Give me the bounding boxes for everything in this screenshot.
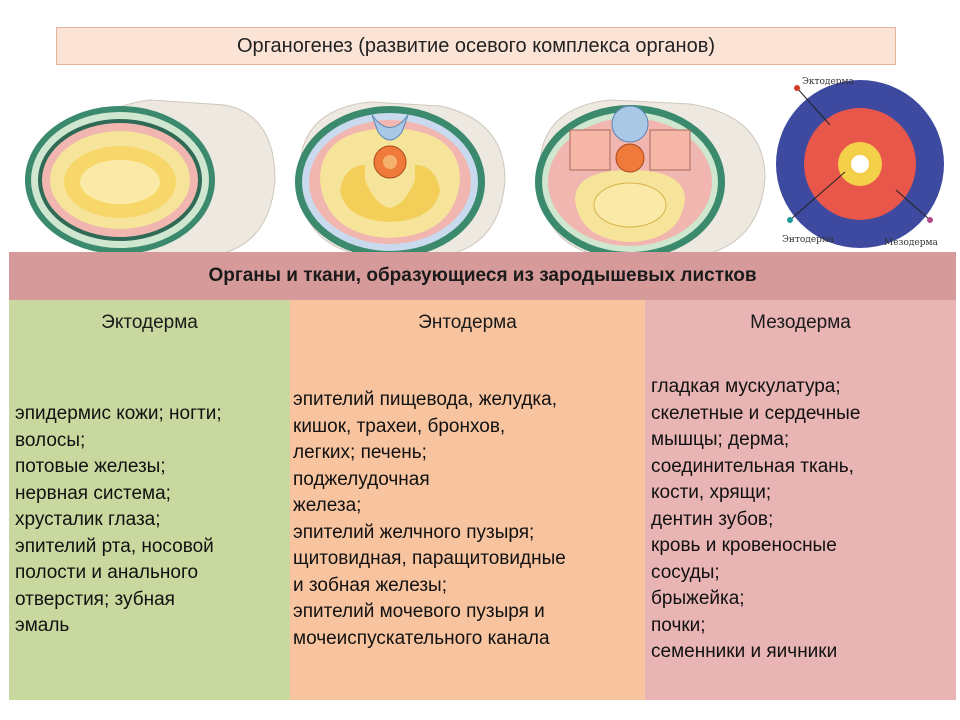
ectoderm-column: [9, 300, 290, 700]
endoderm-header: Энтодерма: [418, 312, 517, 333]
endoderm-column: [290, 300, 645, 700]
embryo-diagrams: [0, 70, 960, 260]
page-title: Органогенез (развитие осевого комплекса органов): [56, 27, 896, 65]
germ-layers-table: [9, 252, 956, 700]
ectoderm-derivatives: эпидермис кожи; ногти; волосы; потовые железы; нервная система; хрусталик глаза; эпителий рта, носовой полости и анального отверстия; зубная эмаль: [15, 403, 222, 636]
endoderm-derivatives: эпителий пищевода, желудка, кишок, трахеи, бронхов, легких; печень; поджелудочная железа; эпителий желчного пузыря; щитовидная, паращитовидные и зобная железы; эпителий мочевого пузыря и мочеиспускательного канала: [293, 389, 566, 649]
label-endoderm: Энтодерма: [782, 235, 835, 245]
label-ectoderm: Эктодерма: [802, 77, 854, 87]
embryo-stage-1-illustration: [25, 100, 275, 255]
table-heading: Органы и ткани, образующиеся из зародышевых листков: [9, 252, 956, 300]
embryo-stage-2-illustration: [295, 102, 505, 258]
mesoderm-derivatives: гладкая мускулатура; скелетные и сердечные мышцы; дерма; соединительная ткань, кости, хрящи; дентин зубов; кровь и кровеносные сосуды; брыжейка; почки; семенники и яичники: [651, 376, 861, 662]
mesoderm-header: Мезодерма: [750, 312, 851, 333]
embryo-stage-3-illustration: [535, 100, 765, 259]
label-mesoderm: Мезодерма: [884, 238, 938, 248]
germ-layers-diagram: [772, 74, 948, 250]
mesoderm-column: [645, 300, 956, 700]
ectoderm-header: Эктодерма: [101, 312, 198, 333]
